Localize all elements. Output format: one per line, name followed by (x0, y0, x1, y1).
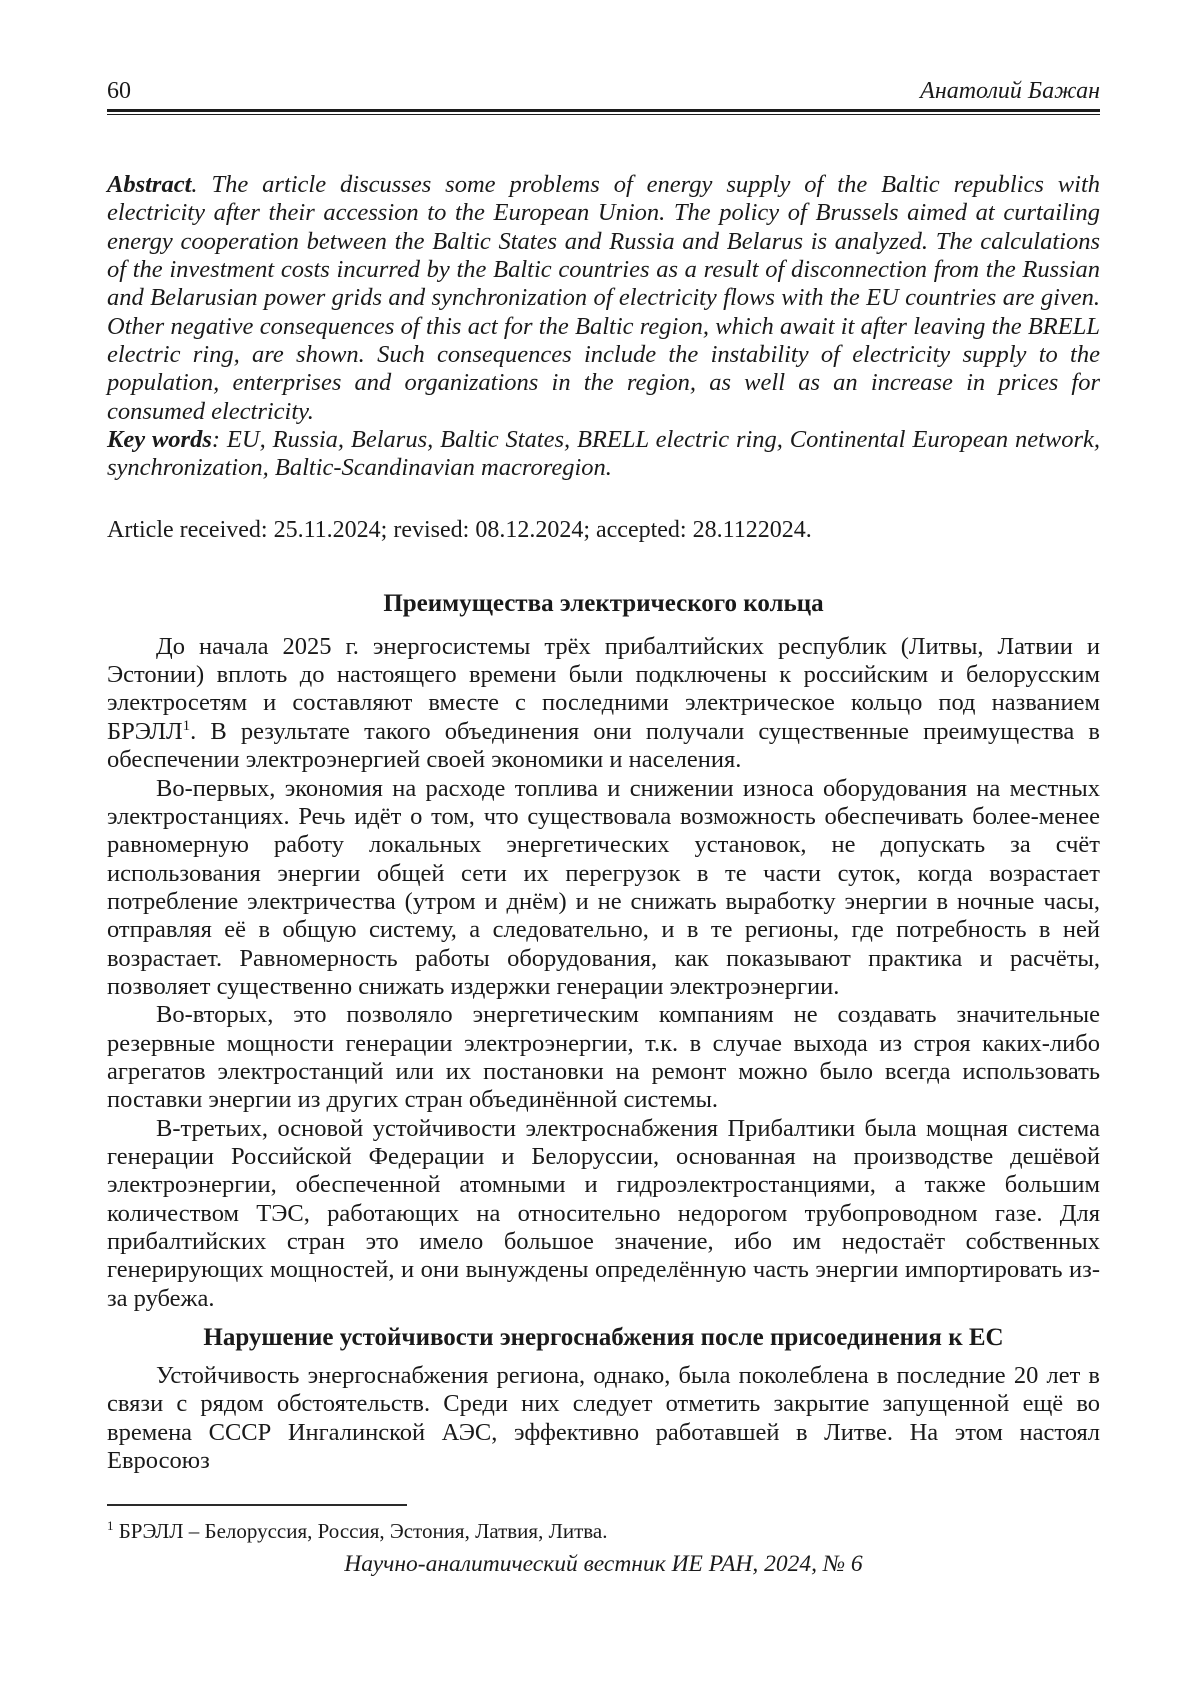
footnote-1 (107, 1513, 1100, 1544)
page-number: 60 (107, 78, 131, 104)
body-paragraph-3: Во-вторых, это позволяло энергетическим компаниям не создавать значительные резервные мощности генерации электроэнергии, т.к. в случае выхода из строя каких-либо агрегатов электростанций или их постановки на ремонт можно было всегда использовать поставки энергии из других стран объединённой системы. (107, 1001, 1100, 1114)
keywords-text: : EU, Russia, Belarus, Baltic States, BRELL electric ring, Continental European network, synchronization, Baltic-Scandinavian macroregion. (107, 426, 1100, 482)
body-paragraph-1 (107, 633, 1100, 775)
running-head-author: Анатолий Бажан (920, 78, 1100, 104)
body-paragraph-5: Устойчивость энергоснабжения региона, однако, была поколеблена в последние 20 лет в связи с рядом обстоятельств. Среди них следует отметить закрытие запущенной ещё во времена СССР Ингалинской АЭС, эффективно работавшей в Литве. На этом настоял Евросоюз (107, 1362, 1100, 1475)
abstract-block (107, 171, 1100, 483)
footnote-1-marker: 1 (107, 1518, 114, 1534)
running-head (107, 78, 1100, 104)
footnote-separator-rule (107, 1504, 407, 1506)
footnote-reference-1: 1 (182, 717, 191, 734)
header-rule (107, 109, 1100, 115)
body-paragraph-2: Во-первых, экономия на расходе топлива и снижении износа оборудования на местных электростанциях. Речь идёт о том, что существовала возможность обеспечивать более-менее равномерную работу локальных энергетических установок, не допускать за счёт использования энергии общей сети их перегрузок в те части суток, когда возрастает потребление электричества (утром и днём) и не снижать выработку энергии в ночные часы, отправляя её в общую систему, а следовательно, и в те регионы, где потребность в ней возрастает. Равномерность работы оборудования, как показывают практика и расчёты, позволяет существенно снижать издержки генерации электроэнергии. (107, 774, 1100, 1000)
footnote-1-text: БРЭЛЛ – Белоруссия, Россия, Эстония, Латвия, Литва. (118, 1519, 608, 1544)
keywords-paragraph (107, 426, 1100, 483)
abstract-paragraph (107, 171, 1100, 426)
article-dates-line: Article received: 25.11.2024; revised: 08.12.2024; accepted: 28.1122024. (107, 516, 812, 543)
body-paragraph-1-text: До начала 2025 г. энергосистемы трёх прибалтийских республик (Литвы, Латвии и Эстонии) вплоть до настоящего времени были подключены к российским и белорусским электросетям и составляют вместе с последними электрическое кольцо под названием БРЭЛЛ (107, 632, 1100, 745)
body-paragraph-4: В-третьих, основой устойчивости электроснабжения Прибалтики была мощная система генерации Российской Федерации и Белоруссии, основанная на производстве дешёвой электроэнергии, обеспеченной атомными и гидроэлектростанциями, а также большим количеством ТЭС, работающих на относительно недорогом трубопроводном газе. Для прибалтийских стран это имело большое значение, ибо им недостаёт собственных генерирующих мощностей, и они вынуждены определённую часть энергии импортировать из-за рубежа. (107, 1114, 1100, 1312)
abstract-text: . The article discusses some problems of energy supply of the Baltic republics with electricity after their accession to the European Union. The policy of Brussels aimed at curtailing energy cooperation between the Baltic States and Russia and Belarus is analyzed. The calculations of the investment costs incurred by the Baltic countries as a result of disconnection from the Russian and Belarusian power grids and synchronization of electricity flows with the EU countries are given. Other negative consequences of this act for the Baltic region, which await it after leaving the BRELL electric ring, are shown. Such consequences include the instability of electricity supply to the population, enterprises and organizations in the region, as well as an increase in prices for consumed electricity. (107, 171, 1100, 425)
section-heading-advantages: Преимущества электрического кольца (383, 589, 824, 617)
body-paragraph-1-text-after: . В результате такого объединения они получали существенные преимущества в обеспечении электроэнергией своей экономики и населения. (107, 717, 1100, 774)
journal-footer-line: Научно-аналитический вестник ИЕ РАН, 2024, № 6 (344, 1551, 863, 1578)
abstract-label: Abstract (107, 171, 192, 198)
keywords-label: Key words (107, 426, 212, 454)
section-heading-disruption: Нарушение устойчивости энергоснабжения после присоединения к ЕС (203, 1324, 1004, 1352)
